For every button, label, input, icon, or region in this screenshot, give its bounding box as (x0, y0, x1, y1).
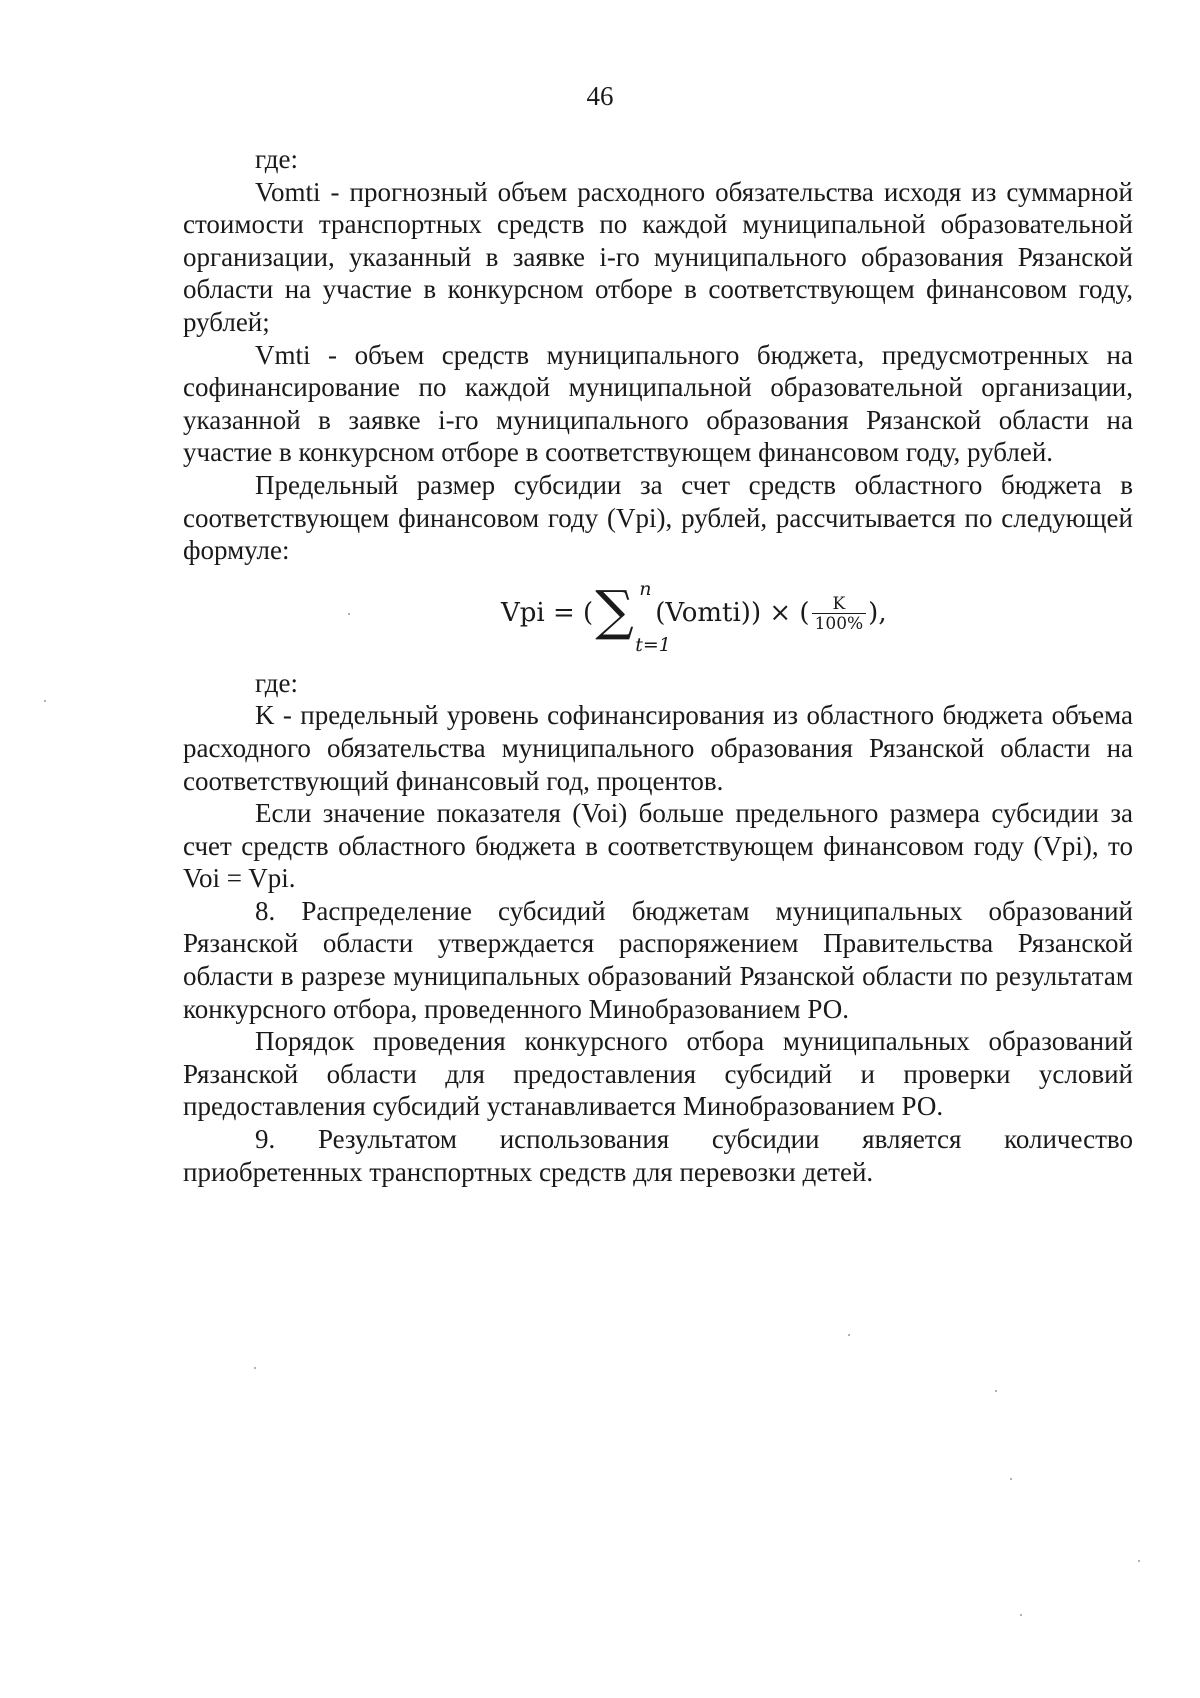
formula-tail: ), (868, 598, 887, 629)
scan-speck (1010, 1478, 1012, 1480)
subsidy-formula (183, 567, 1133, 667)
scan-speck (848, 1334, 850, 1336)
definition-vomti: Vomti - прогнозный объем расходного обязательства исходя из суммарной стоимости транспортных средств по каждой муниципальной образовательной организации, указанный в заявке i-го муниципального образования Рязанской области на участие в конкурсном отборе в соответствующем финансовом году, рублей; (183, 176, 1133, 337)
formula-summand: (Vomti)) × ( (655, 598, 810, 629)
sum-lower-limit: t=1 (635, 633, 671, 656)
document-body (183, 143, 1133, 1188)
page-number: 46 (586, 81, 614, 111)
scan-speck (1020, 1614, 1022, 1616)
where-label-2: где: (255, 667, 298, 698)
formula-lhs: Vpi = ( (501, 598, 594, 629)
scan-speck (1138, 1560, 1140, 1562)
subsidy-limit-paragraph: Предельный размер субсидии за счет средств областного бюджета в соответствующем финансовом году (Vpi), рублей, рассчитывается по следующей формуле: (183, 469, 1133, 566)
voi-condition-paragraph: Если значение показателя (Voi) больше предельного размера субсидии за счет средств областного бюджета в соответствующем финансовом году (Vpi), то Voi = Vpi. (183, 798, 1133, 894)
fraction-numerator: K (832, 593, 846, 614)
clause-8-paragraph: 8. Распределение субсидий бюджетам муниципальных образований Рязанской области утверждается распоряжением Правительства Рязанской области в разрезе муниципальных образований Рязанской области по результатам конкурсного отбора, проведенного Минобразованием РО. (183, 895, 1133, 1024)
scan-speck (348, 613, 350, 615)
where-label: где: (255, 144, 298, 174)
fraction-denominator: 100% (812, 613, 867, 633)
formula-fraction (812, 595, 867, 633)
definition-k: K - предельный уровень софинансирования из областного бюджета объема расходного обязательства муниципального образования Рязанской области на соответствующий финансовый год, процентов. (183, 700, 1133, 796)
sigma-symbol: ∑ (595, 578, 634, 642)
sum-upper-limit: n (639, 577, 652, 600)
definition-vmti: Vmti - объем средств муниципального бюджета, предусмотренных на софинансирование по каждой муниципальной образовательной организации, указанной в заявке i-го муниципального образования Рязанской области на участие в конкурсном отборе в соответствующем финансовом году, рублей. (183, 339, 1133, 468)
clause-9-paragraph: 9. Результатом использования субсидии является количество приобретенных транспортных средств для перевозки детей. (183, 1124, 1133, 1187)
scan-speck (254, 1367, 256, 1369)
scan-speck (44, 700, 46, 702)
scan-speck (995, 1390, 997, 1392)
summation (595, 577, 671, 656)
selection-procedure-paragraph: Порядок проведения конкурсного отбора муниципальных образований Рязанской области для предоставления субсидий и проверки условий предоставления субсидий устанавливается Минобразованием РО. (183, 1026, 1133, 1122)
